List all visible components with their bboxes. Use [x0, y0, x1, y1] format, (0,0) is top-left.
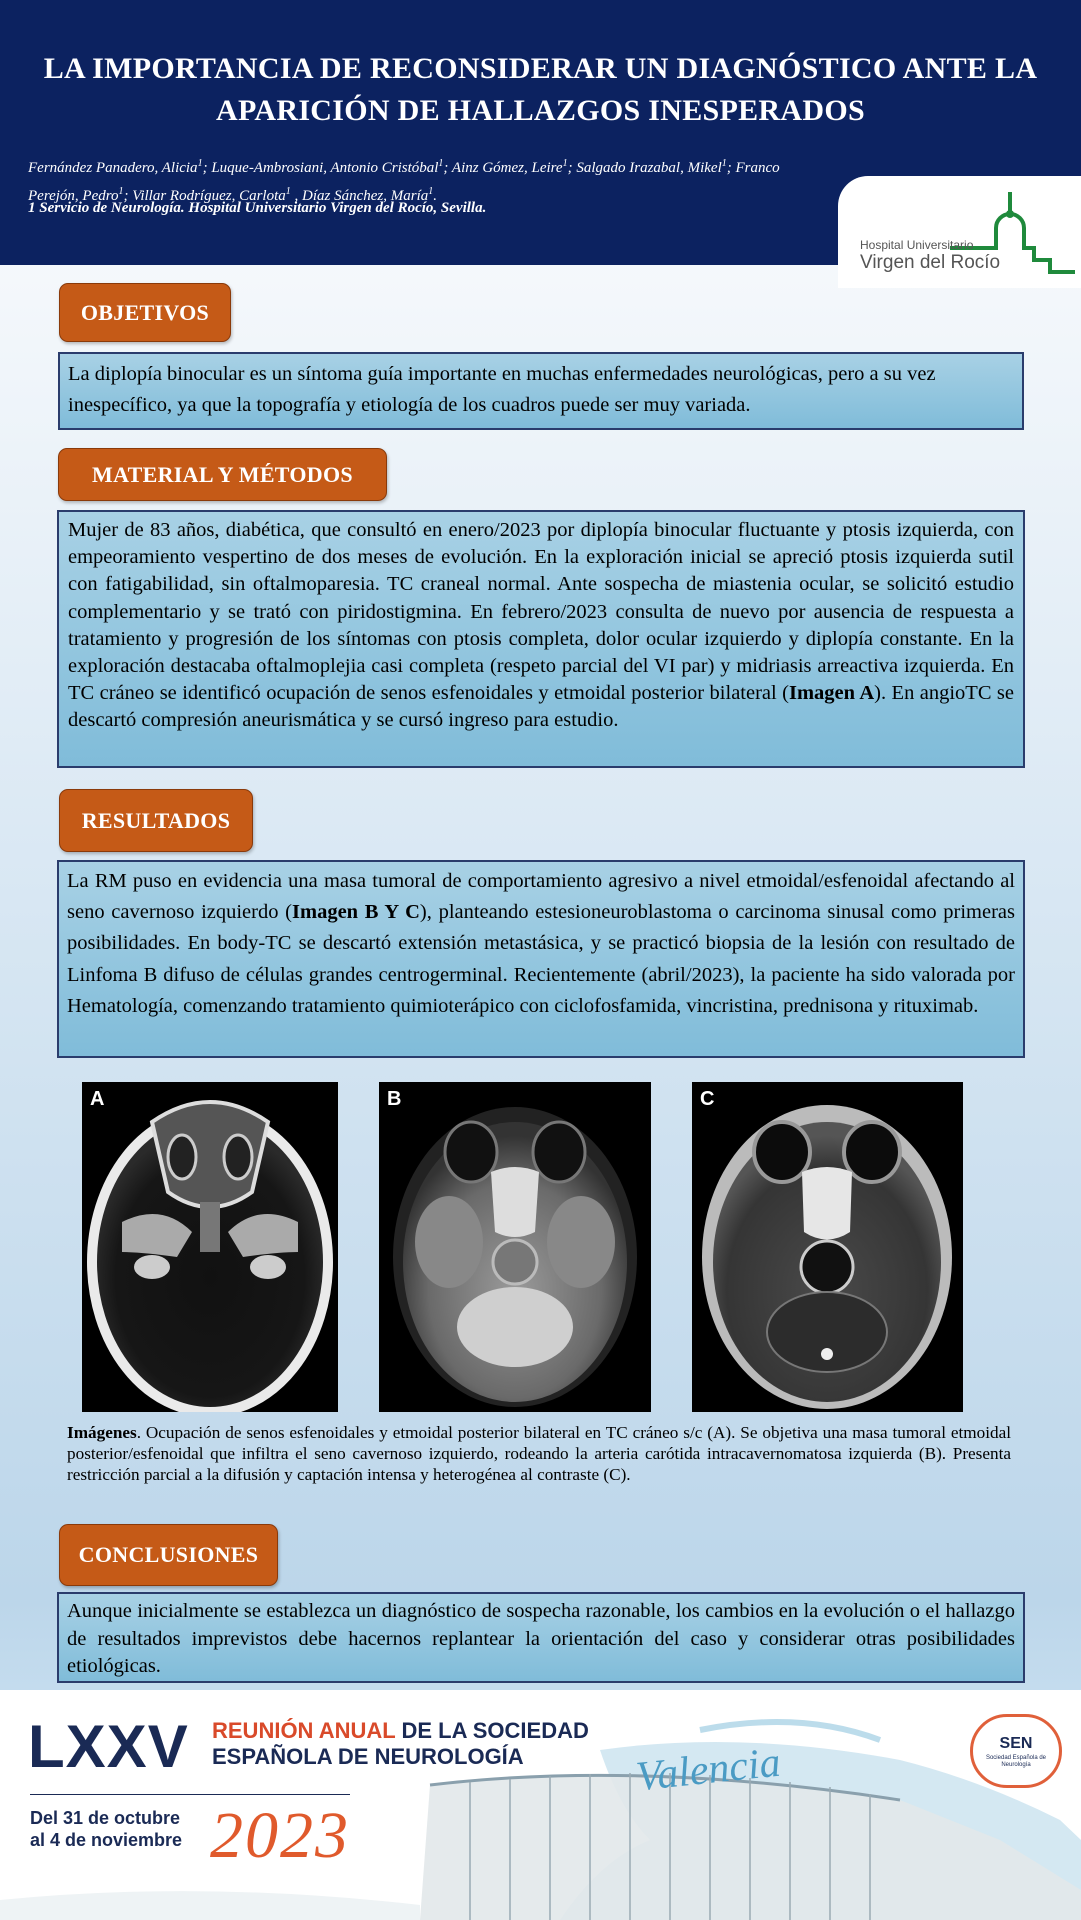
author-name: Franco Perejón, Pedro: [28, 160, 780, 204]
resultados-image-ref: Imagen B Y C: [292, 901, 420, 924]
author-affiliation-mark: 1: [285, 186, 291, 197]
author-separator: ,: [290, 188, 303, 204]
author-name: Fernández Panadero, Alicia: [28, 160, 198, 176]
author-affiliation-mark: 1: [721, 158, 727, 169]
image-label-b: B: [387, 1088, 402, 1110]
resultados-text: La RM puso en evidencia una masa tumoral de comportamiento agresivo a nivel etmoidal/esfenoidal afectando al seno cavernoso izquierdo (Imagen B Y C), planteando estesioneuroblastoma o carcinoma sinusal como primeras posibilidades. En body-TC se descartó extensión metastásica, y se practicó biopsia de la lesión con resultado de Linfoma B difuso de células grandes centrogerminal. Recientemente (abril/2023), la paciente ha sido valorada por Hematología, comenzando tratamiento quimioterápico con ciclofosfamida, vincristina, prednisona y rituximab.: [67, 870, 1015, 1017]
author-separator: ;: [123, 188, 133, 204]
author-name: Díaz Sánchez, María: [302, 188, 429, 204]
resultados-box: [57, 860, 1025, 1058]
affiliation: 1 Servicio de Neurología. Hospital Universitario Virgen del Rocío, Sevilla.: [28, 200, 487, 216]
mri-contrast-image-c: [692, 1082, 963, 1412]
figure-caption: Imágenes. Ocupación de senos esfenoidales y etmoidal posterior bilateral en TC cráneo s/c (A). Se objetiva una masa tumoral etmoidal posterior/esfenoidal que infiltra el seno cavernoso izquierdo, rodeando la arteria carótida intracavernomatosa izquierda (B). Presenta restricción parcial a la difusión y captación intensa y heterogénea al contraste (C).: [67, 1423, 1011, 1484]
author-separator: ;: [443, 160, 452, 176]
congress-title-line2: ESPAÑOLA DE NEUROLOGÍA: [212, 1744, 524, 1769]
title-line-2: APARICIÓN DE HALLAZGOS INESPERADOS: [216, 94, 865, 127]
author-separator: ;: [567, 160, 577, 176]
congress-year: 2023: [210, 1799, 350, 1872]
conclusiones-box: [57, 1592, 1025, 1683]
author-affiliation-mark: 1: [438, 158, 444, 169]
logo-text-line2: Virgen del Rocío: [860, 252, 1001, 273]
objetivos-box: [58, 352, 1024, 430]
author-separator: ;: [726, 160, 736, 176]
author-affiliation-mark: 1: [562, 158, 568, 169]
author-affiliation-mark: 1: [197, 158, 203, 169]
sen-logo-subtitle: Sociedad Española de Neurología: [985, 1755, 1047, 1768]
author-affiliation-mark: 1: [118, 186, 124, 197]
poster-header: [0, 0, 1081, 273]
author-name: Ainz Gómez, Leire: [451, 160, 563, 176]
author-name: Luque-Ambrosiani, Antonio Cristóbal: [211, 160, 439, 176]
logo-text-line1: Hospital Universitario: [860, 238, 974, 252]
congress-edition: LXXV: [28, 1713, 189, 1780]
ct-scan-image-a: [82, 1082, 338, 1412]
author-affiliation-mark: 1: [428, 186, 434, 197]
hospital-logo: [838, 176, 1081, 288]
poster-title: [0, 48, 1081, 132]
mri-flair-image-b: [379, 1082, 651, 1412]
congress-title-line1: REUNIÓN ANUAL DE LA SOCIEDAD: [212, 1718, 589, 1743]
congress-dates-line1: Del 31 de octubre: [30, 1808, 181, 1828]
author-name: Salgado Irazabal, Mikel: [576, 160, 722, 176]
footer-divider: [30, 1794, 350, 1795]
image-label-c: C: [700, 1088, 715, 1110]
conclusiones-text: Aunque inicialmente se establezca un diagnóstico de sospecha razonable, los cambios en la evolución o el hallazgo de resultados imprevistos debe hacernos replantear la orientación del caso y considerar otras posibilidades etiológicas.: [67, 1600, 1015, 1677]
image-label-a: A: [90, 1088, 105, 1110]
sen-logo-text: SEN: [999, 1735, 1033, 1752]
metodos-image-ref: Imagen A: [788, 682, 875, 705]
author-name: Villar Rodríguez, Carlota: [132, 188, 286, 204]
section-header-metodos: MATERIAL Y MÉTODOS: [58, 448, 387, 501]
title-line-1: LA IMPORTANCIA DE RECONSIDERAR UN DIAGNÓSTICO ANTE LA: [43, 52, 1038, 85]
metodos-box: [57, 510, 1025, 768]
metodos-text: Mujer de 83 años, diabética, que consultó en enero/2023 por diplopía binocular fluctuante y ptosis izquierda, con empeoramiento vespertino de dos meses de evolución. En la exploración inicial se apreció ptosis izquierda sutil con fatigabilidad, sin oftalmoparesia. TC craneal normal. Ante sospecha de miastenia ocular, se solicitó estudio complementario y se trató con piridostigmina. En febrero/2023 consulta de nuevo por ausencia de respuesta a tratamiento y progresión de los síntomas con ptosis completa, dolor ocular izquierdo y diplopía constante. En la exploración destacaba oftalmoplejia casi completa (respeto parcial del VI par) y midriasis arreactiva izquierda. En TC cráneo se identificó ocupación de senos esfenoidales y etmoidal posterior bilateral (Imagen A). En angioTC se descartó compresión aneurismática y se cursó ingreso para estudio.: [68, 519, 1015, 732]
section-header-objetivos: OBJETIVOS: [59, 283, 231, 342]
section-header-conclusiones: CONCLUSIONES: [59, 1524, 278, 1586]
author-separator: .: [433, 188, 438, 204]
objetivos-text: La diplopía binocular es un síntoma guía importante en muchas enfermedades neurológicas, pero a su vez inespecífico, ya que la topografía y etiología de los cuadros puede ser muy variada.: [68, 363, 936, 416]
section-header-resultados: RESULTADOS: [59, 789, 253, 852]
congress-dates-line2: al 4 de noviembre: [30, 1830, 183, 1850]
congress-city: Valencia: [633, 1739, 783, 1801]
congress-banner: [0, 1690, 1081, 1920]
author-separator: ;: [202, 160, 212, 176]
sen-logo: [970, 1714, 1062, 1788]
